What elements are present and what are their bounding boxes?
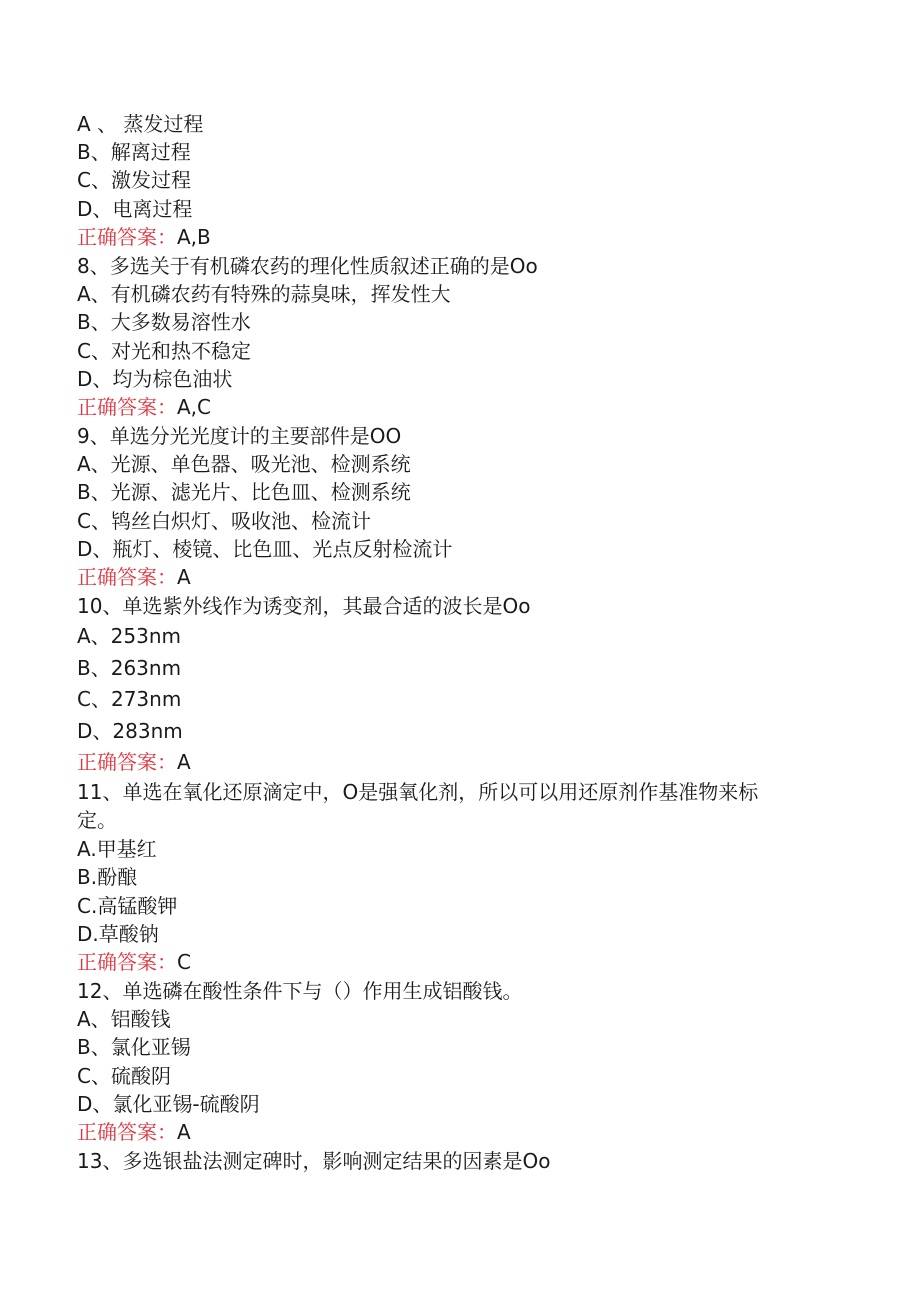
q8-option-c: C、对光和热不稳定 bbox=[77, 339, 251, 363]
answer-label: 正确答案： bbox=[77, 395, 177, 419]
q9-option-c: C、鸨丝白炽灯、吸收池、检流计 bbox=[77, 509, 371, 533]
q12-option-c: C、硫酸阴 bbox=[77, 1064, 171, 1088]
q12-option-a: A、铝酸钱 bbox=[77, 1007, 171, 1031]
answer-label: 正确答案： bbox=[77, 565, 177, 589]
q9-answer bbox=[77, 565, 191, 589]
q12-option-b: B、氯化亚锡 bbox=[77, 1035, 191, 1059]
answer-value: A bbox=[177, 750, 191, 774]
answer-value: A,C bbox=[177, 395, 212, 419]
q8-option-b: B、大多数易溶性水 bbox=[77, 310, 251, 334]
answer-value: A,B bbox=[177, 225, 211, 249]
q9-option-d: D、瓶灯、棱镜、比色皿、光点反射检流计 bbox=[77, 537, 453, 561]
q11-question-line2: 定。 bbox=[77, 808, 117, 832]
q8-option-a: A、有机磷农药有特殊的蒜臭味，挥发性大 bbox=[77, 282, 451, 306]
q11-option-d: D.草酸钠 bbox=[77, 922, 159, 946]
q9-option-b: B、光源、滤光片、比色皿、检测系统 bbox=[77, 480, 411, 504]
q10-option-d: D、283nm bbox=[77, 719, 183, 743]
answer-value: C bbox=[177, 950, 191, 974]
q10-option-b: B、263nm bbox=[77, 656, 182, 680]
q10-option-a: A、253nm bbox=[77, 624, 182, 648]
q11-option-c: C.高锰酸钾 bbox=[77, 894, 178, 918]
answer-label: 正确答案： bbox=[77, 950, 177, 974]
q7-option-b: B、解离过程 bbox=[77, 140, 191, 164]
answer-value: A bbox=[177, 565, 191, 589]
q10-option-c: C、273nm bbox=[77, 687, 182, 711]
q7-option-c: C、激发过程 bbox=[77, 168, 191, 192]
q9-question: 9、单选分光光度计的主要部件是OO bbox=[77, 424, 402, 448]
q7-option-d: D、电离过程 bbox=[77, 197, 193, 221]
q11-question-line1: 11、单选在氧化还原滴定中，O是强氧化剂，所以可以用还原剂作基准物来标 bbox=[77, 780, 759, 804]
q12-question: 12、单选磷在酸性条件下与（）作用生成铝酸钱。 bbox=[77, 979, 523, 1003]
q7-option-a: A 、 蒸发过程 bbox=[77, 112, 204, 136]
answer-label: 正确答案： bbox=[77, 750, 177, 774]
q10-question: 10、单选紫外线作为诱变剂，其最合适的波长是Oo bbox=[77, 594, 531, 618]
q12-answer bbox=[77, 1120, 191, 1144]
q9-option-a: A、光源、单色器、吸光池、检测系统 bbox=[77, 452, 411, 476]
q12-option-d: D、氯化亚锡-硫酸阴 bbox=[77, 1092, 260, 1116]
q11-option-b: B.酚酿 bbox=[77, 865, 138, 889]
q13-question: 13、多选银盐法测定碑时，影响测定结果的因素是Oo bbox=[77, 1149, 551, 1173]
q8-answer bbox=[77, 395, 211, 419]
answer-value: A bbox=[177, 1120, 191, 1144]
q11-option-a: A.甲基红 bbox=[77, 837, 157, 861]
q11-answer bbox=[77, 950, 191, 974]
q10-answer bbox=[77, 750, 191, 774]
answer-label: 正确答案： bbox=[77, 225, 177, 249]
q7-answer bbox=[77, 225, 211, 249]
q8-option-d: D、均为棕色油状 bbox=[77, 367, 233, 391]
answer-label: 正确答案： bbox=[77, 1120, 177, 1144]
q8-question: 8、多选关于有机磷农药的理化性质叙述正确的是Oo bbox=[77, 254, 538, 278]
